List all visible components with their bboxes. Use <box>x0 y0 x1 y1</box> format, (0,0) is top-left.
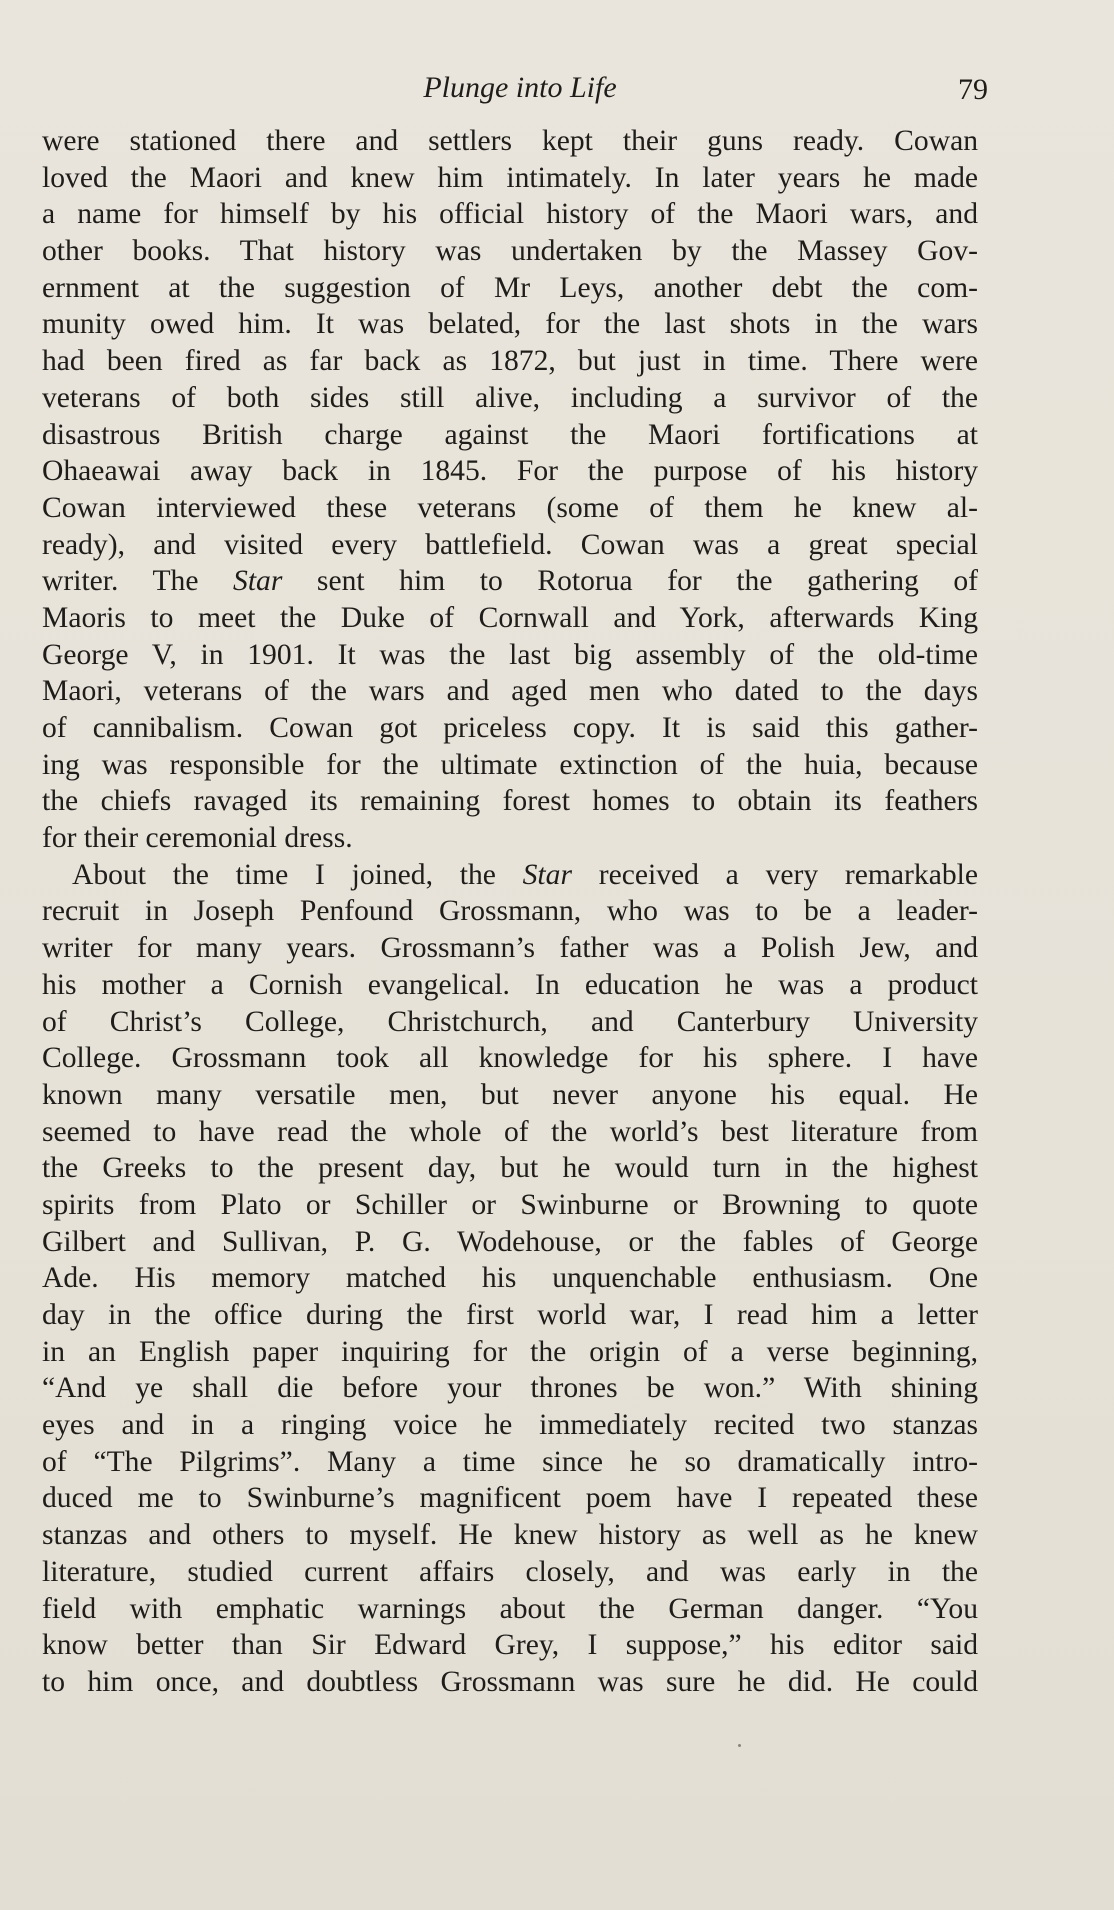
page-number: 79 <box>958 73 988 106</box>
text-run: writer. The <box>42 565 234 598</box>
text-run: Maoris to meet the Duke of Cornwall and York, afterwards King <box>42 601 978 634</box>
text-line <box>42 1187 978 1224</box>
text-run: ing was responsible for the ultimate extinction of the huia, because <box>42 748 978 781</box>
text-line <box>42 1077 978 1114</box>
text-run: Cowan interviewed these veterans (some of them he knew al- <box>42 491 978 524</box>
text-run: munity owed him. It was belated, for the last shots in the wars <box>42 308 978 341</box>
text-run: other books. That history was undertaken by the Massey Gov- <box>42 235 978 268</box>
running-title: Plunge into Life <box>423 71 617 104</box>
text-run: the chiefs ravaged its remaining forest homes to obtain its feathers <box>42 785 978 818</box>
text-run: writer for many years. Grossmann’s father was a Polish Jew, and <box>42 932 978 965</box>
text-run: ernment at the suggestion of Mr Leys, another debt the com- <box>42 271 978 304</box>
text-run: Gilbert and Sullivan, P. G. Wodehouse, or the fables of George <box>42 1225 978 1258</box>
italic-title: Star <box>233 565 283 598</box>
text-run: received a very remarkable <box>571 858 978 891</box>
text-run: veterans of both sides still alive, including a survivor of the <box>42 381 978 414</box>
page-speck <box>738 1744 741 1747</box>
text-run: About the time I joined, the <box>72 858 523 891</box>
text-run: his mother a Cornish evangelical. In education he was a product <box>42 968 978 1001</box>
body-text <box>42 123 978 1701</box>
text-run: of cannibalism. Cowan got priceless copy. It is said this gather- <box>42 712 978 744</box>
paragraph <box>42 123 978 857</box>
text-run: sent him to Rotorua for the gathering of <box>282 565 979 598</box>
text-line <box>42 1370 978 1407</box>
text-line <box>42 453 978 490</box>
text-line <box>42 1444 978 1481</box>
text-run: the Greeks to the present day, but he would turn in the highest <box>42 1152 978 1185</box>
text-run: to him once, and doubtless Grossmann was sure he did. He could <box>42 1665 978 1698</box>
text-run: eyes and in a ringing voice he immediately recited two stanzas <box>42 1409 978 1442</box>
text-line <box>42 1224 978 1261</box>
text-line <box>42 343 978 380</box>
text-run: Maori, veterans of the wars and aged men who dated to the days <box>42 675 978 708</box>
text-run: of Christ’s College, Christchurch, and Canterbury University <box>42 1005 978 1038</box>
text-line <box>42 306 978 343</box>
text-line <box>42 600 978 637</box>
text-run: a name for himself by his official history of the Maori wars, and <box>42 198 978 231</box>
text-run: literature, studied current affairs closely, and was early in the <box>42 1555 978 1588</box>
text-run: disastrous British charge against the Maori fortifications at <box>42 418 978 451</box>
text-line <box>42 930 978 967</box>
text-line <box>42 747 978 784</box>
text-line <box>42 1517 978 1554</box>
text-run: day in the office during the first world war, I read him a letter <box>42 1299 978 1331</box>
text-line <box>42 820 978 857</box>
text-run: loved the Maori and knew him intimately. In later years he made <box>42 161 978 194</box>
text-line <box>42 380 978 417</box>
text-line <box>42 1554 978 1591</box>
text-run: duced me to Swinburne’s magnificent poem have I repeated these <box>42 1482 978 1515</box>
text-run: in an English paper inquiring for the origin of a verse beginning, <box>42 1335 978 1368</box>
text-run: College. Grossmann took all knowledge for his sphere. I have <box>42 1042 978 1075</box>
text-run: “And ye shall die before your thrones be won.” With shining <box>42 1372 978 1405</box>
text-run: field with emphatic warnings about the German danger. “You <box>42 1592 978 1625</box>
text-run: ready), and visited every battlefield. Cowan was a great special <box>42 528 978 561</box>
text-line <box>42 1150 978 1187</box>
text-run: recruit in Joseph Penfound Grossmann, who was to be a leader- <box>42 895 978 928</box>
text-line <box>42 1004 978 1041</box>
text-line <box>42 710 978 747</box>
text-line <box>42 783 978 820</box>
text-line <box>42 160 978 197</box>
text-run: Ohaeawai away back in 1845. For the purpose of his history <box>42 455 978 488</box>
text-run: spirits from Plato or Schiller or Swinburne or Browning to quote <box>42 1188 978 1221</box>
text-run: George V, in 1901. It was the last big assembly of the old-time <box>42 638 978 671</box>
text-line <box>42 1664 978 1701</box>
text-run: for their ceremonial dress. <box>42 822 353 855</box>
text-line <box>42 857 978 894</box>
text-run: were stationed there and settlers kept their guns ready. Cowan <box>42 125 978 157</box>
text-line <box>42 1297 978 1334</box>
text-line <box>42 1407 978 1444</box>
text-line <box>42 637 978 674</box>
text-line <box>42 1260 978 1297</box>
text-run: stanzas and others to myself. He knew history as well as he knew <box>42 1519 978 1552</box>
text-line <box>42 490 978 527</box>
italic-title: Star <box>522 858 572 891</box>
text-line <box>42 1480 978 1517</box>
running-head <box>44 66 988 110</box>
paragraph <box>42 857 978 1701</box>
text-run: know better than Sir Edward Grey, I suppose,” his editor said <box>42 1629 978 1662</box>
text-line <box>42 123 978 160</box>
text-line <box>42 1627 978 1664</box>
text-line <box>42 1334 978 1371</box>
text-line <box>42 1591 978 1628</box>
text-line <box>42 893 978 930</box>
text-line <box>42 270 978 307</box>
text-run: Ade. His memory matched his unquenchable enthusiasm. One <box>42 1262 978 1295</box>
text-run: had been fired as far back as 1872, but just in time. There were <box>42 345 978 378</box>
text-line <box>42 563 978 600</box>
text-line <box>42 527 978 564</box>
text-line <box>42 673 978 710</box>
text-line <box>42 417 978 454</box>
text-run: of “The Pilgrims”. Many a time since he so dramatically intro- <box>42 1445 978 1478</box>
text-line <box>42 196 978 233</box>
text-line <box>42 967 978 1004</box>
text-run: seemed to have read the whole of the world’s best literature from <box>42 1115 978 1148</box>
text-line <box>42 233 978 270</box>
text-line <box>42 1040 978 1077</box>
text-line <box>42 1114 978 1151</box>
text-run: known many versatile men, but never anyone his equal. He <box>42 1078 978 1111</box>
